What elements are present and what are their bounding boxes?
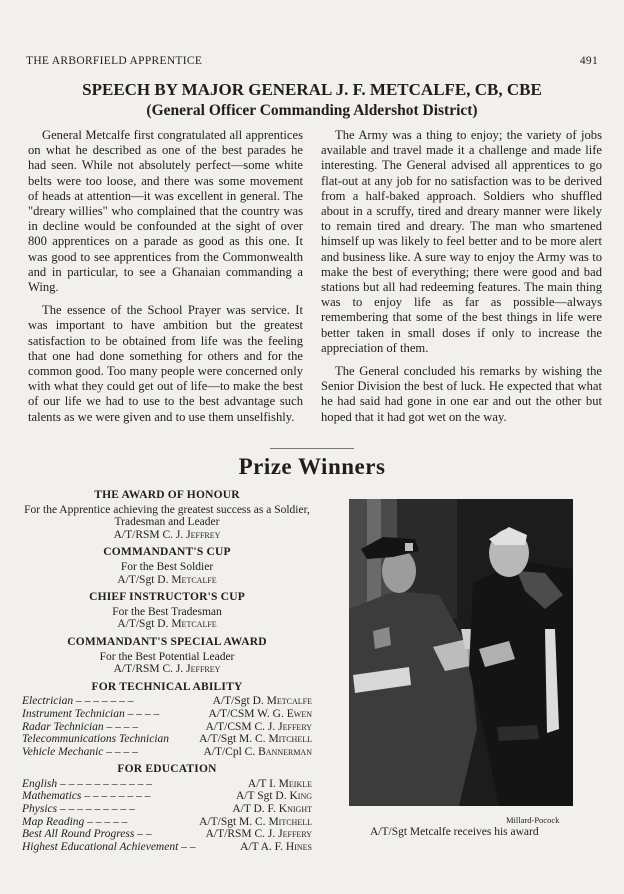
- article-title: SPEECH BY MAJOR GENERAL J. F. METCALFE, CB, CBE: [82, 80, 542, 99]
- chief-instructors-cup-title: CHIEF INSTRUCTOR'S CUP: [89, 591, 245, 604]
- running-header: [26, 55, 598, 69]
- education-row: Map Reading – – – – – A/T/Sgt M. C. Mitchell: [22, 815, 312, 828]
- prize-winners-heading: Prize Winners: [238, 454, 386, 479]
- article-paragraph: General Metcalfe first congratulated all apprentices on what he described as one of the best parades he had seen. While not absolutely perfect—some white belts were too loose, and there was some movement of heads at attention—it was excellent in general. The "dreary willies" who complained that the country was in decline would be confounded at the sight of over 800 apprentices on a parade as good as this one. It was good to see apprentices from the Commonwealth and in particular, to see a Ghanaian commanding a Wing.: [28, 128, 303, 295]
- special-award-title: COMMANDANT'S SPECIAL AWARD: [67, 635, 267, 648]
- education-list: [22, 778, 312, 854]
- special-award-winner: A/T/RSM C. J. Jeffrey: [113, 663, 221, 676]
- technical-row: Electrician – – – – – – – A/T/Sgt D. Metcalfe: [22, 695, 312, 708]
- running-title: THE ARBORFIELD APPRENTICE: [26, 55, 203, 67]
- award-photo-image: [349, 499, 573, 806]
- technical-row: Instrument Technician – – – – A/T/CSM W. G. Ewen: [22, 707, 312, 720]
- technical-row: Vehicle Mechanic – – – – A/T/Cpl C. Bannerman: [22, 745, 312, 758]
- commandants-cup-winner: A/T/Sgt D. Metcalfe: [117, 573, 217, 586]
- education-row: English – – – – – – – – – – – A/T I. Meikle: [22, 777, 312, 790]
- commandants-cup-desc: For the Best Soldier: [120, 560, 214, 573]
- chief-instructors-cup-desc: For the Best Tradesman: [112, 605, 222, 618]
- education-row: Physics – – – – – – – – – A/T D. F. Knight: [22, 803, 312, 816]
- technical-ability-list: [22, 695, 312, 758]
- education-title: FOR EDUCATION: [117, 763, 217, 776]
- chief-instructors-cup-winner: A/T/Sgt D. Metcalfe: [117, 618, 217, 631]
- technical-ability-title: FOR TECHNICAL ABILITY: [91, 680, 243, 693]
- article-column-left: [28, 128, 303, 433]
- page-number: 491: [579, 55, 598, 67]
- article-subtitle: (General Officer Commanding Aldershot District): [146, 102, 478, 119]
- technical-row: Radar Technician – – – – A/T/CSM C. J. Jeffery: [22, 720, 312, 733]
- article-paragraph: The General concluded his remarks by wishing the Senior Division the best of luck. He expected that what he had said had gone in one ear and out the other but hoped that it had got wet on the way.: [321, 364, 602, 424]
- photo-caption: A/T/Sgt Metcalfe receives his award: [370, 826, 539, 838]
- education-row: Highest Educational Achievement – – A/T A. F. Hines: [22, 840, 312, 853]
- article-paragraph: The essence of the School Prayer was service. It was important to have ambition but the greatest satisfaction to be obtained from life was the feeling that one had done something for others and for the common good. Too many people were concerned only with what they could get out of life—to make the best of our life we had to use to the best advantage such talents as we were given and to use them unselfishly.: [28, 303, 303, 424]
- education-row: Mathematics – – – – – – – – A/T Sgt D. King: [22, 790, 312, 803]
- award-honour-desc: For the Apprentice achieving the greatest success as a Soldier, Tradesman and Leader: [24, 503, 310, 529]
- article-column-right: [321, 128, 602, 433]
- section-divider: [270, 448, 354, 449]
- awards-list: [22, 484, 312, 853]
- education-row: Best All Round Progress – – A/T/RSM C. J. Jeffery: [22, 828, 312, 841]
- special-award-desc: For the Best Potential Leader: [99, 650, 235, 663]
- photo-credit: Millard-Pocock: [506, 815, 560, 825]
- technical-row: Telecommunications Technician A/T/Sgt M. C. Mitchell: [22, 733, 312, 746]
- award-honour-winner: A/T/RSM C. J. Jeffrey: [113, 528, 221, 541]
- commandants-cup-title: COMMANDANT'S CUP: [103, 546, 231, 559]
- article-paragraph: The Army was a thing to enjoy; the variety of jobs available and travel made it a challenge and made life interesting. The General advised all apprentices to go flat-out at any job for no satisfaction was to be derived from a half-baked approach. Soldiers who shuffled about in a scruffy, tired and dreary manner were likely to remain tired and dreary. The man who smartened himself up was likely to feel better and to be more alert and business like. A sure way to enjoy the Army was to make the best of everything; there were good and bad stations but all had redeeming features. The main thing was to enjoy life as far as possible—always remembering that some of the best things in life were better taken in small doses if only to increase the appreciation of them.: [321, 128, 602, 355]
- award-honour-title: THE AWARD OF HONOUR: [94, 489, 240, 501]
- award-photo: [349, 499, 573, 806]
